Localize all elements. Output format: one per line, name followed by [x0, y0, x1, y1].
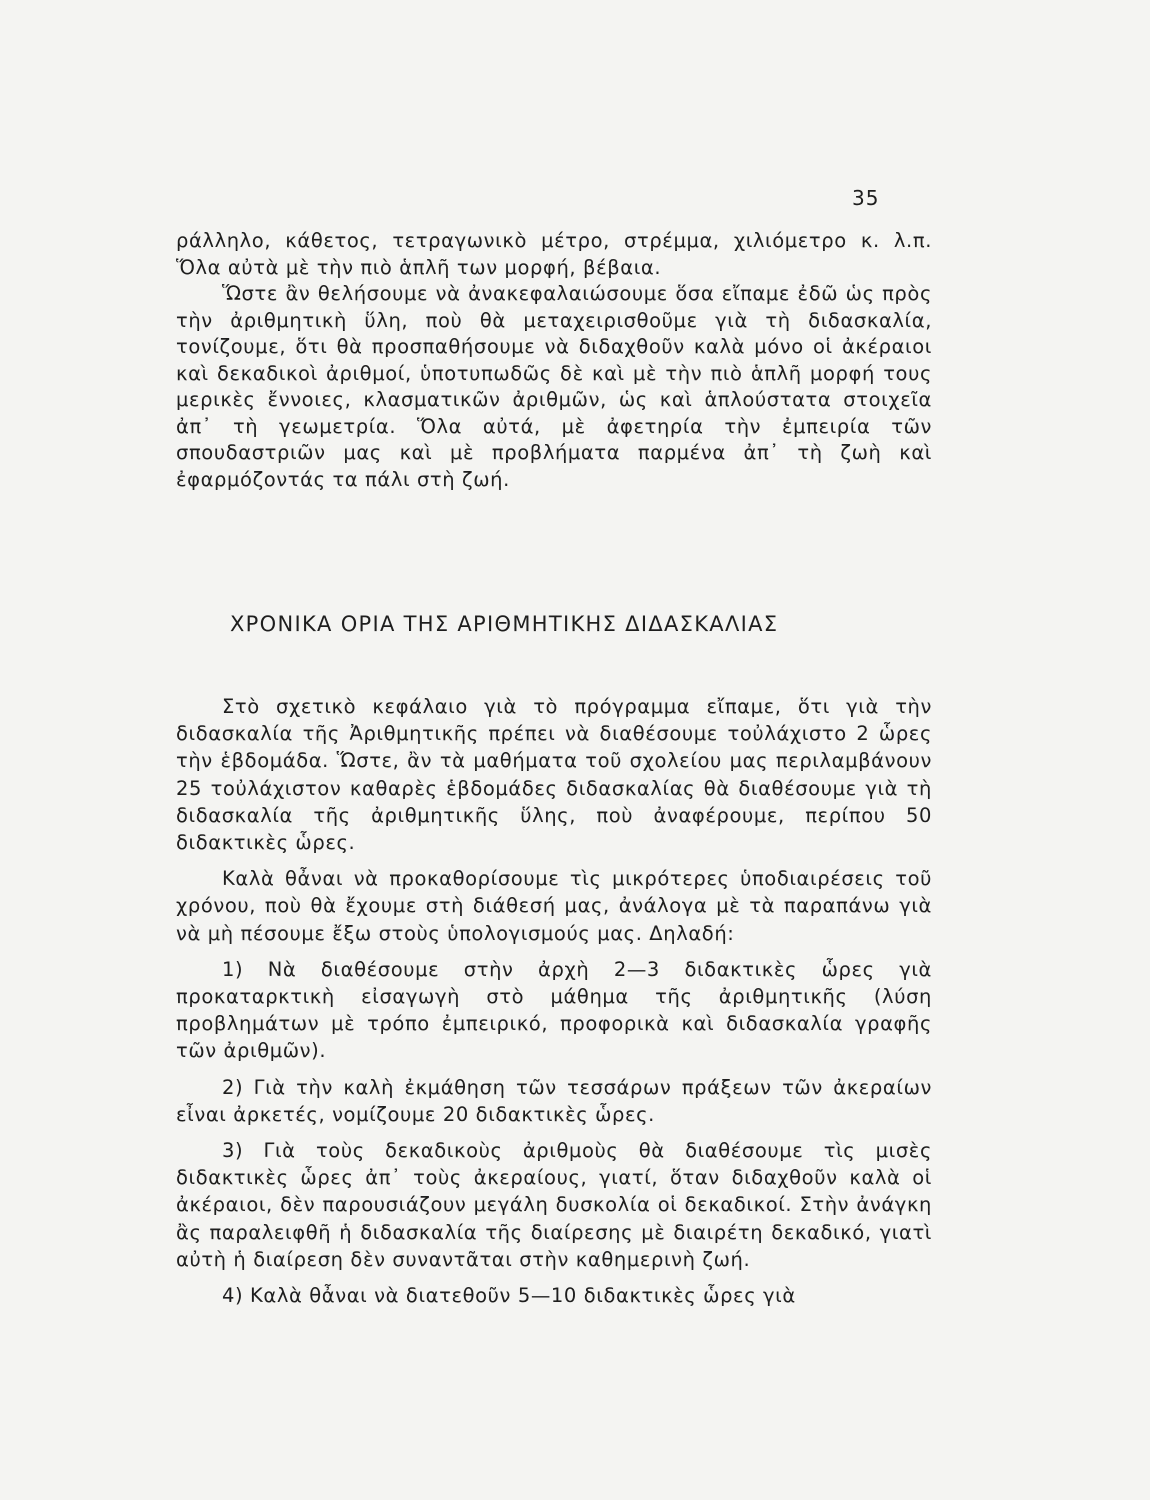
intro-text	[176, 228, 932, 493]
section-title: ΧΡΟΝΙΚΑ ΟΡΙΑ ΤΗΣ ΑΡΙΘΜΗΤΙΚΗΣ ΔΙΔΑΣΚΑΛΙΑΣ	[230, 612, 779, 636]
body-text	[176, 693, 932, 1309]
list-item-3: 3) Γιὰ τοὺς δεκαδικοὺς ἀριθμοὺς θὰ διαθέσουμε τὶς μισὲς διδακτικὲς ὧρες ἀπ᾿ τοὺς ἀκεραίους, γιατί, ὅταν διδαχθοῦν καλὰ οἱ ἀκέραιοι, δὲν παρουσιάζουν μεγάλη δυσκολία οἱ δεκαδικοί. Στὴν ἀνάγκη ἂς παραλειφθῆ ἡ διδασκαλία τῆς διαίρεσης μὲ διαιρέτη δεκαδικό, γιατὶ αὐτὴ ἡ διαίρεση δὲν συναντᾶται στὴν καθημερινὴ ζωή.	[176, 1139, 932, 1271]
body-paragraph-2: Καλὰ θἆναι νὰ προκαθορίσουμε τὶς μικρότερες ὑποδιαιρέσεις τοῦ χρόνου, ποὺ θὰ ἔχουμε στὴ διάθεσή μας, ἀνάλογα μὲ τὰ παραπάνω γιὰ νὰ μὴ πέσουμε ἔξω στοὺς ὑπολογισμούς μας. Δηλαδή:	[176, 867, 932, 945]
intro-paragraph-1: ράλληλο, κάθετος, τετραγωνικὸ μέτρο, στρέμμα, χιλιόμετρο κ. λ.π. Ὅλα αὐτὰ μὲ τὴν πιὸ ἁπλῆ των μορφή, βέβαια.	[176, 229, 932, 279]
list-item-4: 4) Καλὰ θἆναι νὰ διατεθοῦν 5—10 διδακτικὲς ὧρες γιὰ	[222, 1284, 796, 1308]
list-item-1: 1) Νὰ διαθέσουμε στὴν ἀρχὴ 2—3 διδακτικὲς ὧρες γιὰ προκαταρκτικὴ εἰσαγωγὴ στὸ μάθημα τῆς ἀριθμητικῆς (λύση προβλημάτων μὲ τρόπο ἐμπειρικό, προφορικὰ καὶ διδασκαλία γραφῆς τῶν ἀριθμῶν).	[176, 957, 932, 1063]
list-item-2: 2) Γιὰ τὴν καλὴ ἐκμάθηση τῶν τεσσάρων πράξεων τῶν ἀκεραίων εἶναι ἀρκετές, νομίζουμε 20 διδακτικὲς ὧρες.	[176, 1075, 932, 1126]
page-number: 35	[852, 186, 880, 210]
intro-paragraph-2: Ὥστε ἂν θελήσουμε νὰ ἀνακεφαλαιώσουμε ὅσα εἴπαμε ἐδῶ ὡς πρὸς τὴν ἀριθμητικὴ ὕλη, ποὺ θὰ μεταχειρισθοῦμε γιὰ τὴ διδασκαλία, τονίζουμε, ὅτι θὰ προσπαθήσουμε νὰ διδαχθοῦν καλὰ μόνο οἱ ἀκέραιοι καὶ δεκαδικοὶ ἀριθμοί, ὑποτυπωδῶς δὲ καὶ μὲ τὴν πιὸ ἁπλῆ μορφή τους μερικὲς ἔννοιες, κλασματικῶν ἀριθμῶν, ὡς καὶ ἁπλούστατα στοιχεῖα ἀπ᾿ τὴ γεωμετρία. Ὅλα αὐτά, μὲ ἀφετηρία τὴν ἐμπειρία τῶν σπουδαστριῶν μας καὶ μὲ προβλήματα παρμένα ἀπ᾿ τὴ ζωὴ καὶ ἐφαρμόζοντάς τα πάλι στὴ ζωή.	[176, 282, 932, 491]
body-paragraph-1: Στὸ σχετικὸ κεφάλαιο γιὰ τὸ πρόγραμμα εἴπαμε, ὅτι γιὰ τὴν διδασκαλία τῆς Ἀριθμητικῆς πρέπει νὰ διαθέσουμε τοὐλάχιστο 2 ὧρες τὴν ἑβδομάδα. Ὥστε, ἂν τὰ μαθήματα τοῦ σχολείου μας περιλαμβάνουν 25 τοὐλάχιστον καθαρὲς ἑβδομάδες διδασκαλίας θὰ διαθέσουμε γιὰ τὴ διδασκαλία τῆς ἀριθμητικῆς ὕλης, ποὺ ἀναφέρουμε, περίπου 50 διδακτικὲς ὧρες.	[176, 695, 932, 855]
